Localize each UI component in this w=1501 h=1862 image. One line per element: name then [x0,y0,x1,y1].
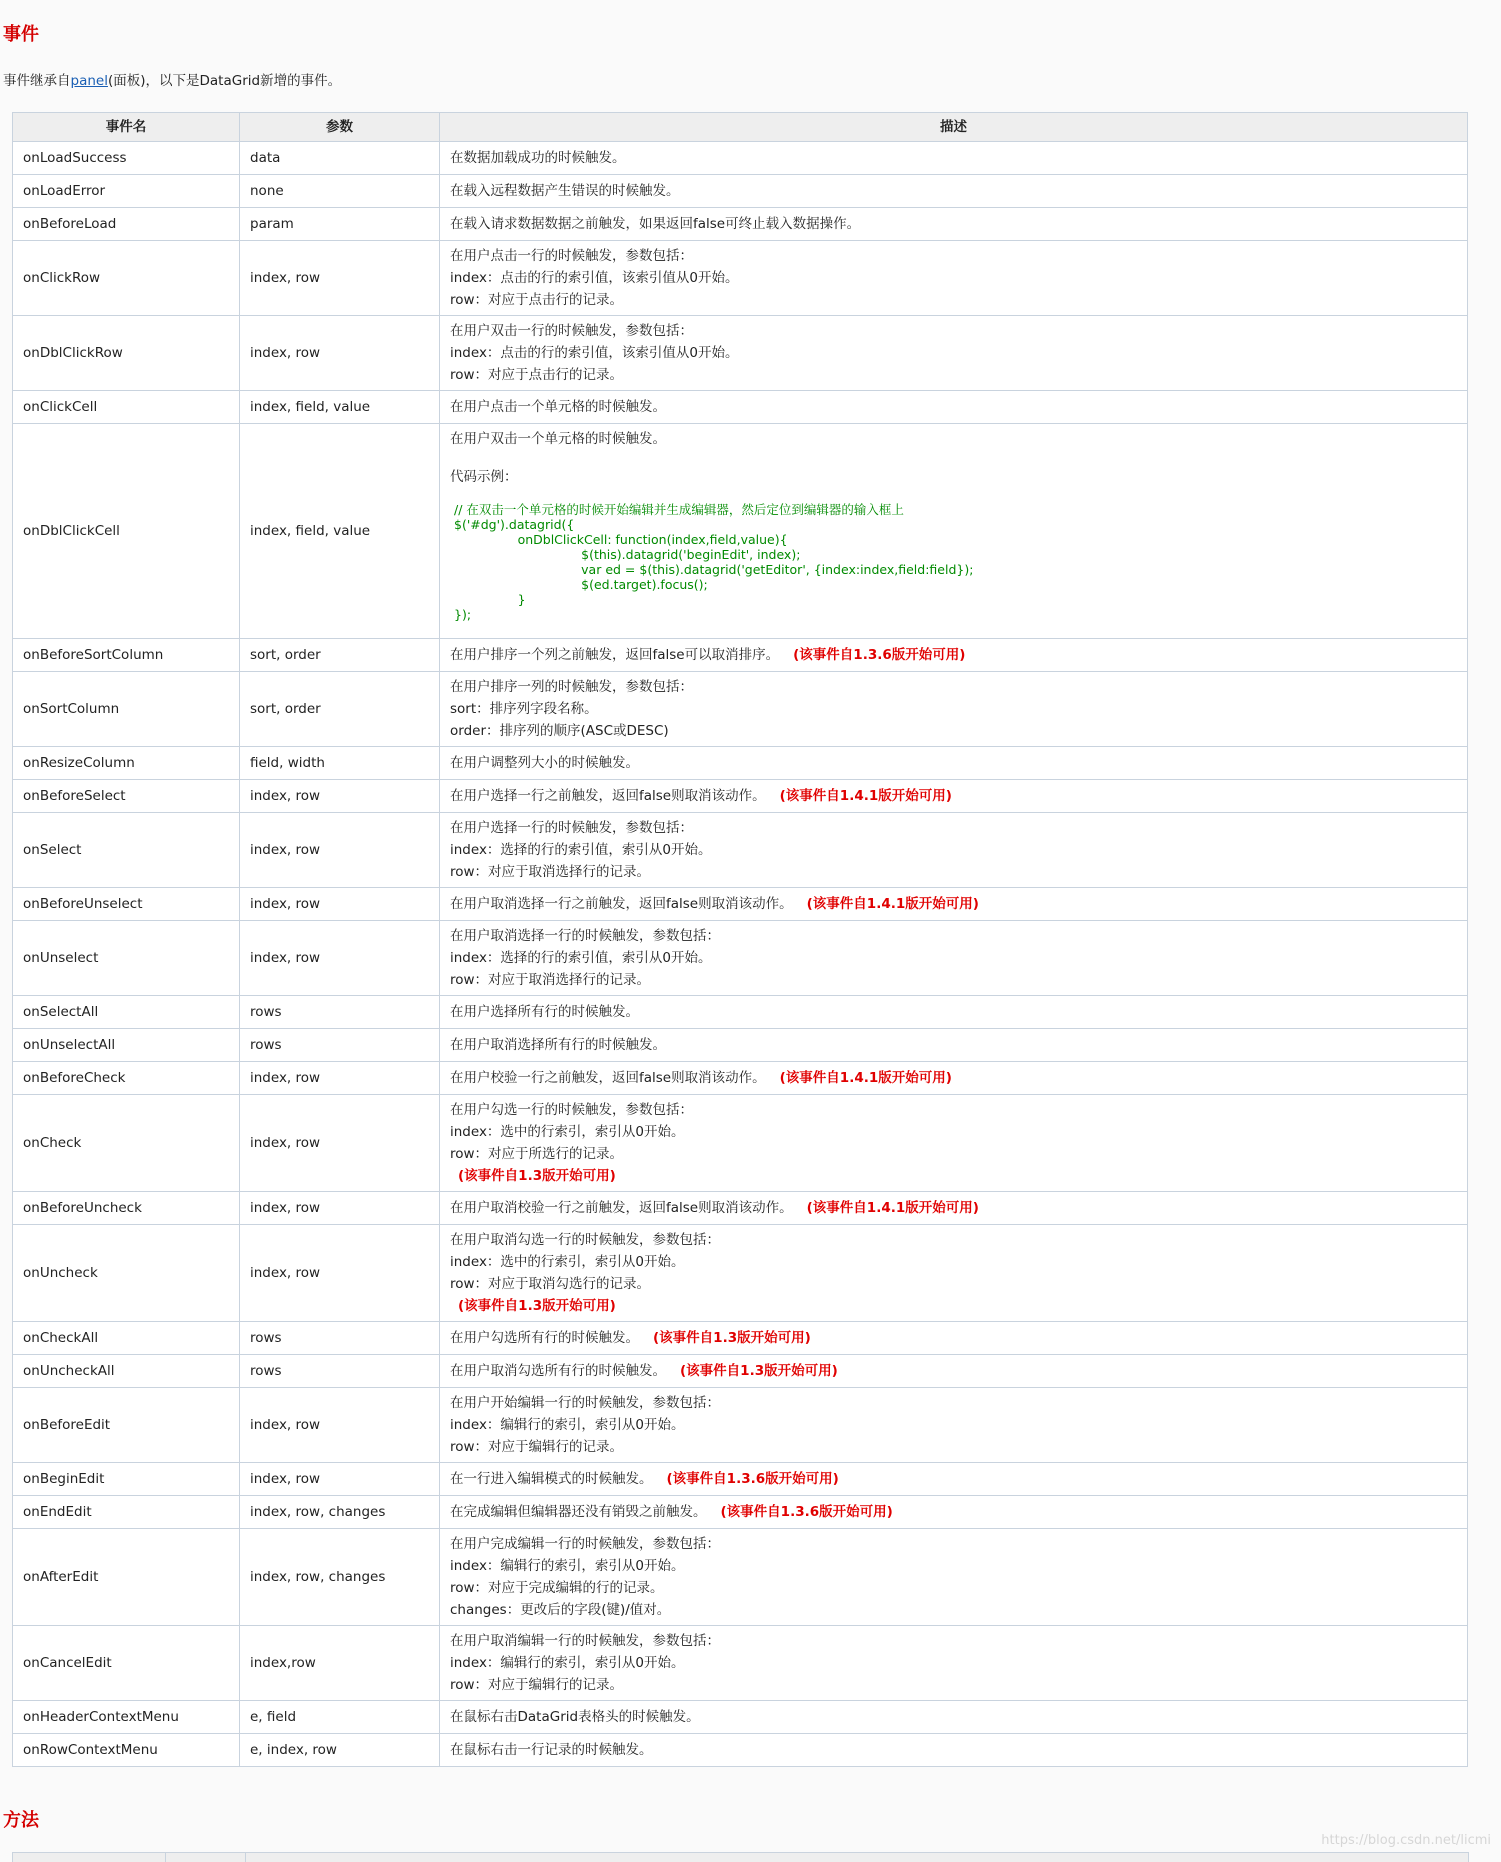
description-line: index：选中的行索引，索引从0开始。 [450,1124,685,1140]
event-name-cell: onEndEdit [13,1496,240,1529]
table-row [13,1734,1468,1767]
description-line: 在用户取消选择一行的时候触发，参数包括： [450,928,720,944]
code-line: }); [454,607,472,622]
description-line: 在鼠标右击一行记录的时候触发。 [450,1742,653,1758]
event-description-cell [440,1322,1468,1355]
description-line: 在用户点击一行的时候触发，参数包括： [450,248,693,264]
event-params-cell: e, field [240,1701,440,1734]
event-description-cell [440,1388,1468,1463]
event-description-cell [440,1496,1468,1529]
version-note: (该事件自1.3版开始可用) [680,1363,838,1379]
event-params-cell: rows [240,1355,440,1388]
event-name-cell: onBeforeUncheck [13,1192,240,1225]
description-line: row：对应于取消勾选行的记录。 [450,1276,651,1292]
header-params: 参数 [240,113,440,142]
event-params-cell: index, row [240,1192,440,1225]
code-line: $('#dg').datagrid({ [454,517,575,532]
description-line: row：对应于编辑行的记录。 [450,1677,624,1693]
event-params-cell: index, row, changes [240,1496,440,1529]
table-row [13,1095,1468,1192]
description-line: index：点击的行的索引值，该索引值从0开始。 [450,345,739,361]
events-table [12,112,1468,1767]
table-row [13,1463,1468,1496]
description-line: 在载入远程数据产生错误的时候触发。 [450,183,680,199]
version-note: (该事件自1.4.1版开始可用) [779,1070,952,1086]
event-name-cell: onRowContextMenu [13,1734,240,1767]
event-params-cell: data [240,142,440,175]
table-row [13,1529,1468,1626]
watermark: https://blog.csdn.net/licmi [1321,1833,1491,1848]
code-line: $(ed.target).focus(); [454,577,708,592]
description-line: 在鼠标右击DataGrid表格头的时候触发。 [450,1709,700,1725]
version-note: (该事件自1.3.6版开始可用) [666,1471,839,1487]
event-name-cell: onUncheck [13,1225,240,1322]
description-line: 在用户勾选一行的时候触发，参数包括： [450,1102,693,1118]
event-name-cell: onUnselectAll [13,1029,240,1062]
event-params-cell: index, field, value [240,391,440,424]
description-line: row：对应于所选行的记录。 [450,1146,624,1162]
version-note: (该事件自1.4.1版开始可用) [806,1200,979,1216]
event-params-cell: index, row [240,241,440,316]
description-line: 在数据加载成功的时候触发。 [450,150,626,166]
description-line: 代码示例： [450,469,518,485]
description-line: row：对应于完成编辑的行的记录。 [450,1580,664,1596]
description-line: sort：排序列字段名称。 [450,701,598,717]
table-header-row [13,113,1468,142]
event-params-cell: sort, order [240,639,440,672]
event-description-cell [440,1029,1468,1062]
description-line: 在载入请求数据数据之前触发，如果返回false可终止载入数据操作。 [450,216,861,232]
event-name-cell: onUnselect [13,921,240,996]
event-description-cell [440,996,1468,1029]
event-params-cell: index, row [240,1463,440,1496]
description-line: 在完成编辑但编辑器还没有销毁之前触发。 [450,1504,707,1520]
description-line: 在用户勾选所有行的时候触发。 [450,1330,639,1346]
table-row [13,996,1468,1029]
event-name-cell: onLoadSuccess [13,142,240,175]
description-line: changes：更改后的字段(键)/值对。 [450,1602,671,1618]
description-line: row：对应于点击行的记录。 [450,292,624,308]
description-line: 在用户选择一行之前触发，返回false则取消该动作。 [450,788,766,804]
event-params-cell: rows [240,1029,440,1062]
event-params-cell: index, row [240,316,440,391]
event-description-cell [440,1355,1468,1388]
description-line: 在用户取消勾选所有行的时候触发。 [450,1363,666,1379]
event-name-cell: onClickCell [13,391,240,424]
event-description-cell [440,639,1468,672]
event-description-cell [440,208,1468,241]
event-params-cell: index, row [240,813,440,888]
event-params-cell: index, row [240,1062,440,1095]
code-line: } [454,592,526,607]
description-line: index：编辑行的索引，索引从0开始。 [450,1655,685,1671]
description-line: order：排序列的顺序(ASC或DESC) [450,723,669,739]
event-name-cell: onBeforeLoad [13,208,240,241]
table-row [13,1626,1468,1701]
table-row [13,1062,1468,1095]
description-line: 在用户双击一行的时候触发，参数包括： [450,323,693,339]
description-line: row：对应于编辑行的记录。 [450,1439,624,1455]
table-row [13,639,1468,672]
description-line: 在用户取消选择所有行的时候触发。 [450,1037,666,1053]
table-row [13,813,1468,888]
event-description-cell [440,1529,1468,1626]
description-line: 在用户校验一行之前触发，返回false则取消该动作。 [450,1070,766,1086]
event-description-cell [440,1192,1468,1225]
version-note: (该事件自1.3版开始可用) [653,1330,811,1346]
intro-text [3,69,341,89]
event-name-cell: onHeaderContextMenu [13,1701,240,1734]
events-table-body [13,142,1468,1767]
table-row [13,921,1468,996]
description-line: 在用户取消编辑一行的时候触发，参数包括： [450,1633,720,1649]
table-row [13,241,1468,316]
event-params-cell: index, row [240,1388,440,1463]
description-line: row：对应于取消选择行的记录。 [450,972,651,988]
header-event-name: 事件名 [13,113,240,142]
event-description-cell [440,391,1468,424]
code-example [454,502,1457,622]
event-params-cell: field, width [240,747,440,780]
version-note: (该事件自1.4.1版开始可用) [806,896,979,912]
event-description-cell [440,888,1468,921]
description-line: 在用户取消勾选一行的时候触发，参数包括： [450,1232,720,1248]
description-line: 在用户调整列大小的时候触发。 [450,755,639,771]
version-note: (该事件自1.3.6版开始可用) [793,647,966,663]
description-line: index：选择的行的索引值，索引从0开始。 [450,842,712,858]
event-description-cell [440,1734,1468,1767]
event-params-cell: index, row [240,1225,440,1322]
table-row [13,672,1468,747]
event-params-cell: index, row [240,1095,440,1192]
event-params-cell: index, row [240,921,440,996]
event-params-cell: rows [240,1322,440,1355]
description-line: 在用户取消选择一行之前触发，返回false则取消该动作。 [450,896,793,912]
code-line: var ed = $(this).datagrid('getEditor', {index:index,field:field}); [454,562,974,577]
table-row [13,1322,1468,1355]
event-description-cell [440,1062,1468,1095]
event-name-cell: onCheckAll [13,1322,240,1355]
description-line: 在用户点击一个单元格的时候触发。 [450,399,666,415]
event-params-cell: sort, order [240,672,440,747]
table-row [13,175,1468,208]
event-name-cell: onUncheckAll [13,1355,240,1388]
event-params-cell: index, row [240,888,440,921]
event-description-cell [440,424,1468,639]
description-line: 在用户双击一个单元格的时候触发。 [450,431,666,447]
event-name-cell: onCheck [13,1095,240,1192]
description-line: 在一行进入编辑模式的时候触发。 [450,1471,653,1487]
section-title-methods: 方法 [3,1810,39,1831]
table-row [13,142,1468,175]
table-row [13,208,1468,241]
event-params-cell: index, field, value [240,424,440,639]
event-name-cell: onBeforeSortColumn [13,639,240,672]
event-name-cell: onBeforeEdit [13,1388,240,1463]
description-line: index：点击的行的索引值，该索引值从0开始。 [450,270,739,286]
event-name-cell: onDblClickCell [13,424,240,639]
event-name-cell: onSelectAll [13,996,240,1029]
event-params-cell: none [240,175,440,208]
event-description-cell [440,241,1468,316]
event-name-cell: onLoadError [13,175,240,208]
description-line: 在用户完成编辑一行的时候触发，参数包括： [450,1536,720,1552]
panel-link[interactable]: panel [70,73,108,89]
event-params-cell: index,row [240,1626,440,1701]
header-description: 描述 [440,113,1468,142]
table-row [13,888,1468,921]
version-note: (该事件自1.3版开始可用) [458,1298,616,1314]
event-name-cell: onSortColumn [13,672,240,747]
event-name-cell: onBeginEdit [13,1463,240,1496]
event-description-cell [440,1463,1468,1496]
event-name-cell: onDblClickRow [13,316,240,391]
event-name-cell: onCancelEdit [13,1626,240,1701]
description-line: 在用户开始编辑一行的时候触发，参数包括： [450,1395,720,1411]
version-note: (该事件自1.4.1版开始可用) [779,788,952,804]
table-row [13,1355,1468,1388]
description-line: row：对应于取消选择行的记录。 [450,864,651,880]
version-note: (该事件自1.3版开始可用) [458,1168,616,1184]
table-row [13,780,1468,813]
event-description-cell [440,1225,1468,1322]
event-description-cell [440,142,1468,175]
description-line: 在用户排序一个列之前触发，返回false可以取消排序。 [450,647,780,663]
event-params-cell: index, row [240,780,440,813]
table-row [13,1029,1468,1062]
version-note: (该事件自1.3.6版开始可用) [720,1504,893,1520]
code-line: onDblClickCell: function(index,field,value){ [454,532,788,547]
event-name-cell: onClickRow [13,241,240,316]
code-line: // 在双击一个单元格的时候开始编辑并生成编辑器，然后定位到编辑器的输入框上 [454,502,904,517]
description-line: index：编辑行的索引，索引从0开始。 [450,1417,685,1433]
event-params-cell: rows [240,996,440,1029]
description-line: row：对应于点击行的记录。 [450,367,624,383]
description-line: 在用户选择一行的时候触发，参数包括： [450,820,693,836]
event-description-cell [440,316,1468,391]
description-line: index：编辑行的索引，索引从0开始。 [450,1558,685,1574]
table-row [13,1192,1468,1225]
event-description-cell [440,921,1468,996]
table-row [13,747,1468,780]
event-params-cell: e, index, row [240,1734,440,1767]
table-row [13,1388,1468,1463]
table-row [13,424,1468,639]
intro-prefix: 事件继承自 [3,73,71,89]
description-line: 在用户取消校验一行之前触发，返回false则取消该动作。 [450,1200,793,1216]
event-name-cell: onBeforeCheck [13,1062,240,1095]
intro-suffix: (面板)，以下是DataGrid新增的事件。 [107,73,342,89]
event-name-cell: onSelect [13,813,240,888]
event-params-cell: param [240,208,440,241]
section-title-events: 事件 [3,24,39,45]
event-name-cell: onResizeColumn [13,747,240,780]
event-name-cell: onBeforeUnselect [13,888,240,921]
description-line: 在用户排序一列的时候触发，参数包括： [450,679,693,695]
event-name-cell: onAfterEdit [13,1529,240,1626]
table-row [13,1496,1468,1529]
description-line: 在用户选择所有行的时候触发。 [450,1004,639,1020]
description-line: index：选中的行索引，索引从0开始。 [450,1254,685,1270]
description-line: index：选择的行的索引值，索引从0开始。 [450,950,712,966]
table-row [13,1225,1468,1322]
event-description-cell [440,175,1468,208]
event-description-cell [440,1701,1468,1734]
event-description-cell [440,780,1468,813]
event-description-cell [440,1626,1468,1701]
event-description-cell [440,747,1468,780]
event-description-cell [440,1095,1468,1192]
event-params-cell: index, row, changes [240,1529,440,1626]
table-row [13,1701,1468,1734]
table-row [13,391,1468,424]
table-row [13,316,1468,391]
event-description-cell [440,813,1468,888]
event-name-cell: onBeforeSelect [13,780,240,813]
code-line: $(this).datagrid('beginEdit', index); [454,547,801,562]
event-description-cell [440,672,1468,747]
